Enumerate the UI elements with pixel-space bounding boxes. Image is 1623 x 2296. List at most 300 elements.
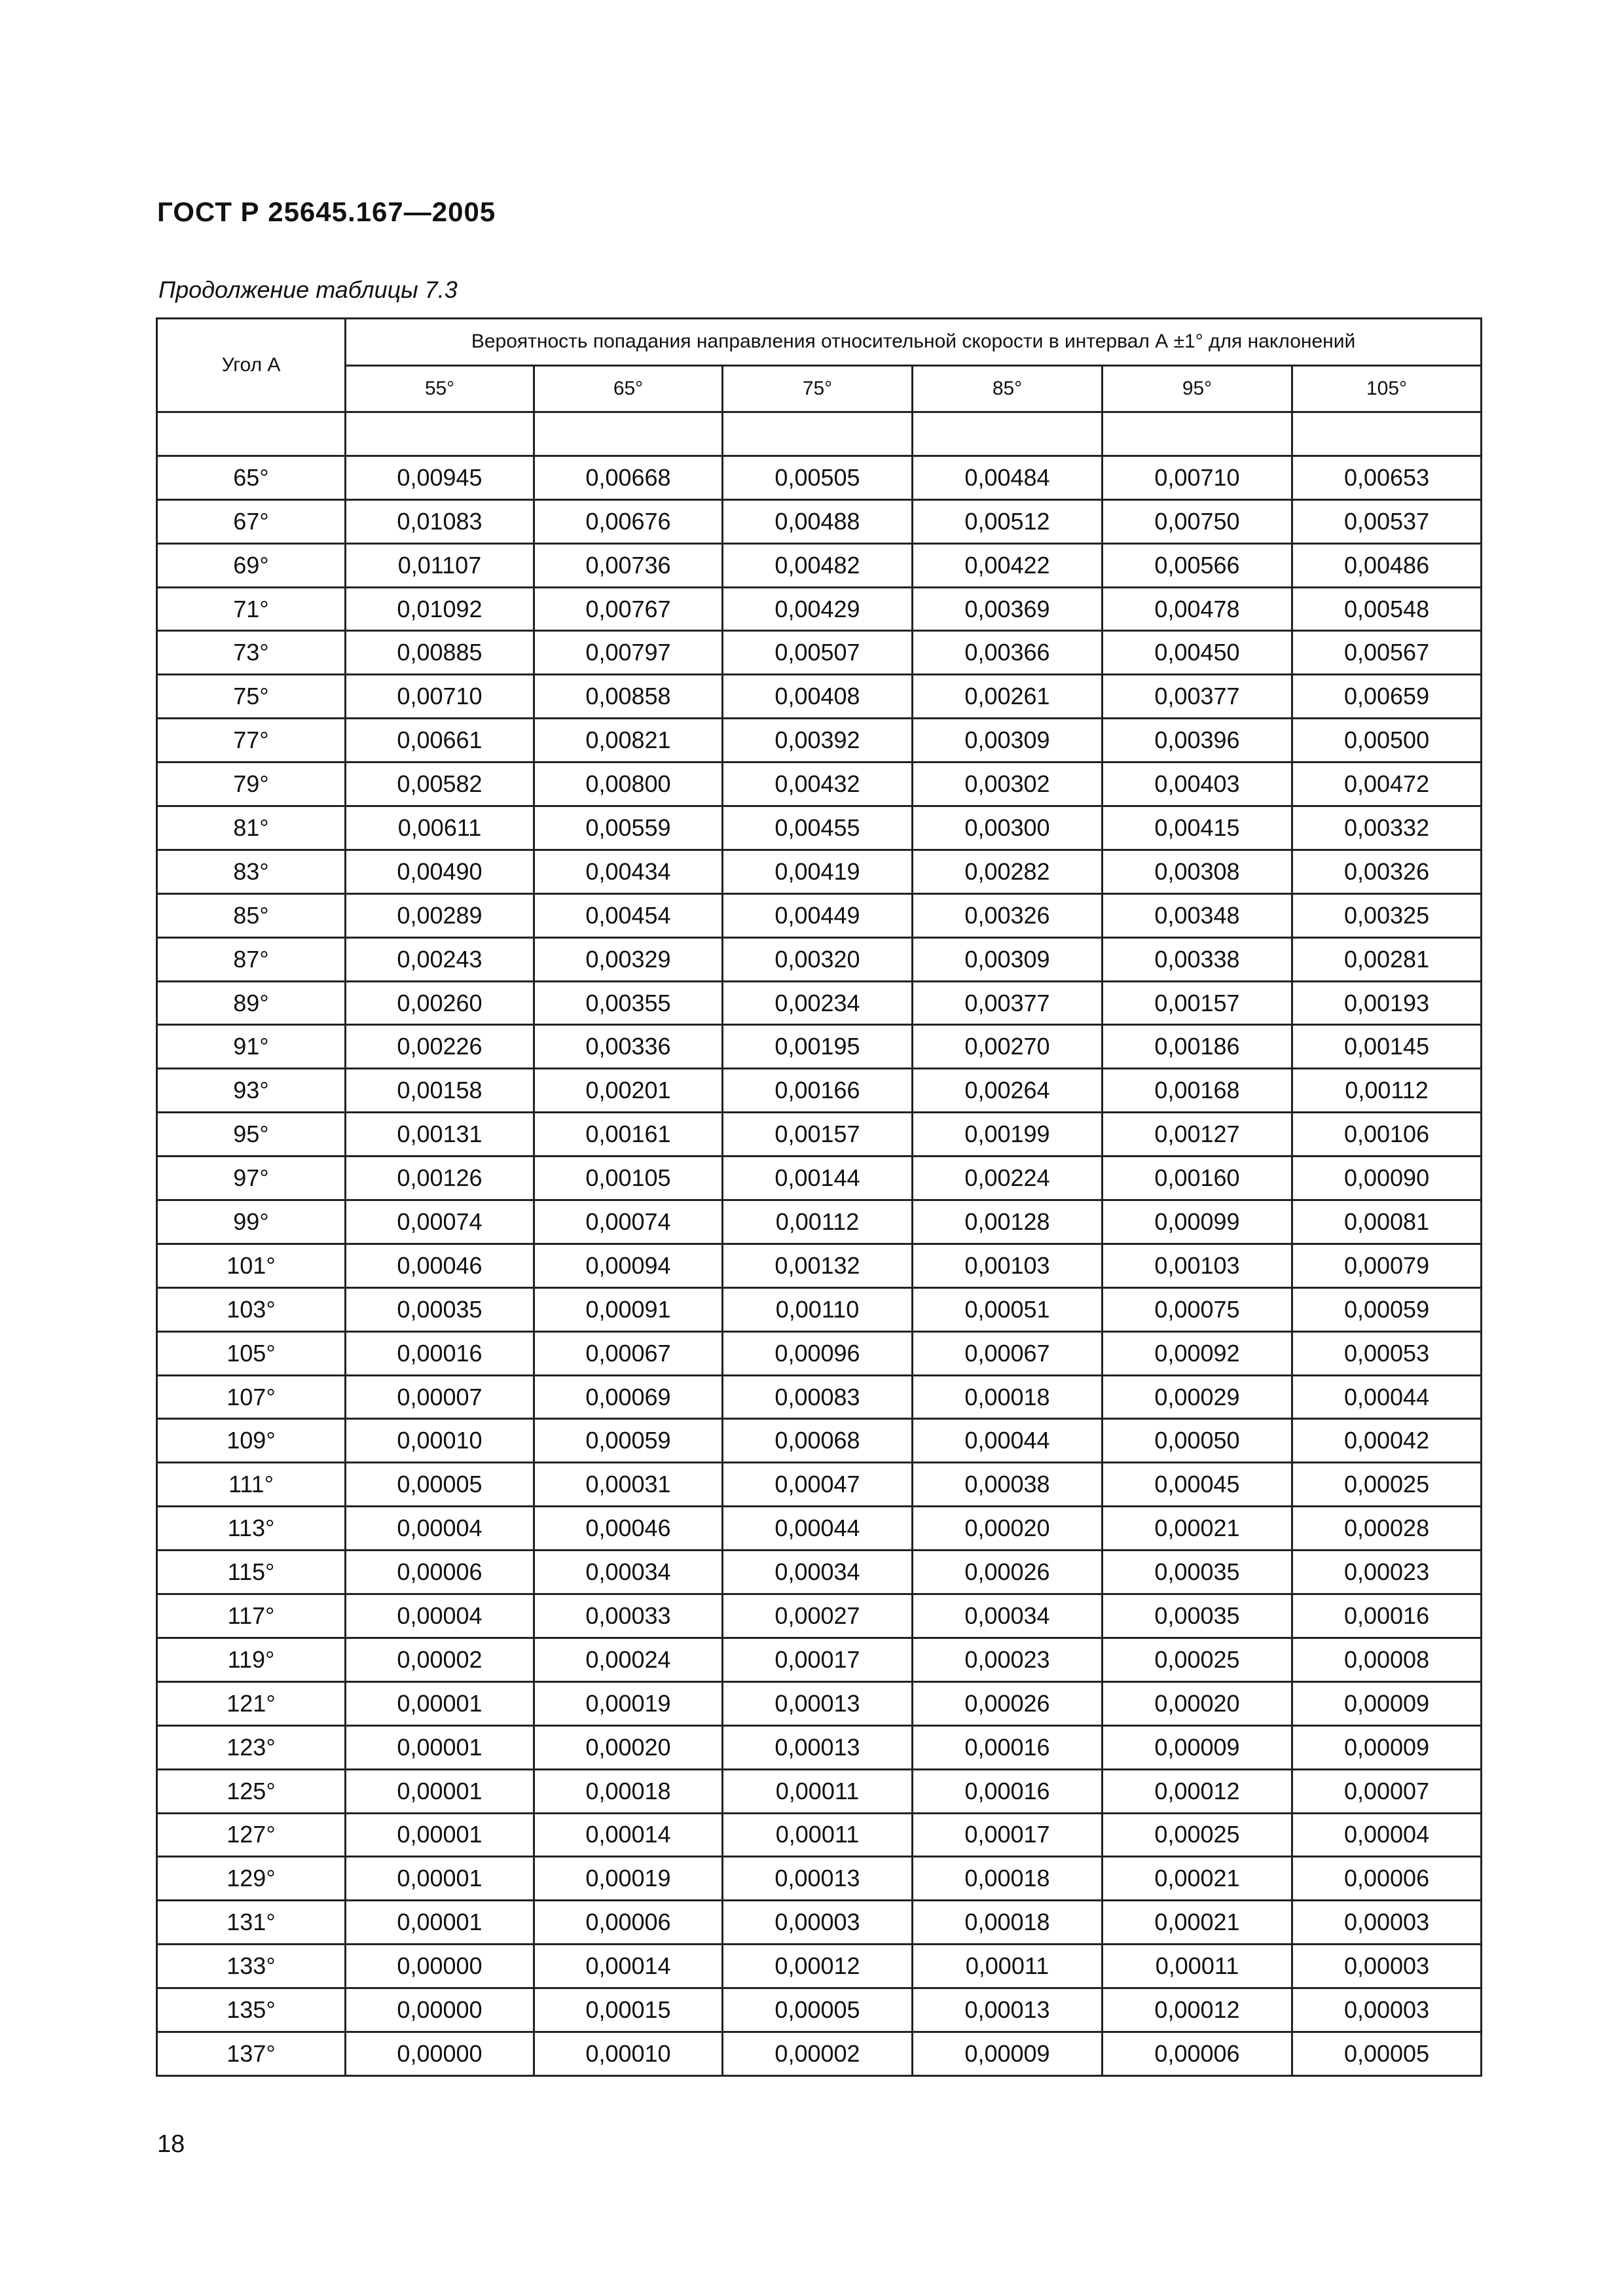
- table-row: [157, 1287, 1482, 1331]
- probability-cell: 0,00024: [534, 1638, 723, 1681]
- angle-cell: 103°: [157, 1287, 346, 1331]
- separator-cell: [1292, 412, 1482, 456]
- probability-cell: 0,00302: [913, 762, 1103, 806]
- probability-cell: 0,00001: [346, 1769, 534, 1813]
- probability-table: [156, 317, 1482, 2077]
- probability-cell: 0,00001: [346, 1901, 534, 1945]
- probability-cell: 0,00051: [913, 1287, 1103, 1331]
- table-row: [157, 1157, 1482, 1200]
- probability-cell: 0,00454: [534, 893, 723, 937]
- probability-cell: 0,00157: [1103, 981, 1292, 1025]
- probability-cell: 0,00021: [1103, 1901, 1292, 1945]
- probability-cell: 0,00006: [346, 1551, 534, 1594]
- probability-cell: 0,00016: [913, 1725, 1103, 1769]
- probability-cell: 0,00045: [1103, 1463, 1292, 1507]
- probability-cell: 0,00281: [1292, 937, 1482, 981]
- probability-cell: 0,00226: [346, 1025, 534, 1069]
- angle-cell: 87°: [157, 937, 346, 981]
- probability-cell: 0,00106: [1292, 1113, 1482, 1157]
- angle-cell: 135°: [157, 1988, 346, 2032]
- table-row: [157, 1638, 1482, 1681]
- probability-cell: 0,00160: [1103, 1157, 1292, 1200]
- probability-cell: 0,00016: [346, 1331, 534, 1375]
- probability-cell: 0,00355: [534, 981, 723, 1025]
- probability-cell: 0,00193: [1292, 981, 1482, 1025]
- angle-cell: 125°: [157, 1769, 346, 1813]
- angle-cell: 99°: [157, 1200, 346, 1244]
- probability-cell: 0,00548: [1292, 587, 1482, 631]
- probability-cell: 0,00027: [723, 1594, 913, 1638]
- probability-cell: 0,00012: [1103, 1988, 1292, 2032]
- probability-cell: 0,00016: [1292, 1594, 1482, 1638]
- probability-cell: 0,00010: [346, 1419, 534, 1463]
- probability-cell: 0,00264: [913, 1069, 1103, 1113]
- probability-cell: 0,00096: [723, 1331, 913, 1375]
- table-row: [157, 1857, 1482, 1901]
- probability-cell: 0,00309: [913, 937, 1103, 981]
- probability-cell: 0,00821: [534, 719, 723, 762]
- probability-cell: 0,00377: [1103, 675, 1292, 719]
- table-row: [157, 499, 1482, 543]
- probability-cell: 0,00001: [346, 1725, 534, 1769]
- angle-cell: 129°: [157, 1857, 346, 1901]
- probability-cell: 0,00083: [723, 1375, 913, 1419]
- table-row: [157, 1463, 1482, 1507]
- probability-cell: 0,00415: [1103, 806, 1292, 850]
- probability-cell: 0,00329: [534, 937, 723, 981]
- probability-cell: 0,00092: [1103, 1331, 1292, 1375]
- table-row: [157, 1988, 1482, 2032]
- probability-cell: 0,00069: [534, 1375, 723, 1419]
- probability-cell: 0,00011: [723, 1813, 913, 1857]
- probability-cell: 0,00488: [723, 499, 913, 543]
- probability-cell: 0,00126: [346, 1157, 534, 1200]
- probability-cell: 0,00035: [1103, 1551, 1292, 1594]
- probability-cell: 0,00486: [1292, 543, 1482, 587]
- probability-cell: 0,00326: [1292, 850, 1482, 893]
- probability-cell: 0,00392: [723, 719, 913, 762]
- probability-cell: 0,00234: [723, 981, 913, 1025]
- probability-cell: 0,00019: [534, 1857, 723, 1901]
- probability-cell: 0,00029: [1103, 1375, 1292, 1419]
- probability-cell: 0,00945: [346, 456, 534, 499]
- probability-cell: 0,00026: [913, 1551, 1103, 1594]
- probability-cell: 0,00199: [913, 1113, 1103, 1157]
- separator-cell: [534, 412, 723, 456]
- inclination-header-row: [157, 365, 1482, 412]
- probability-cell: 0,00490: [346, 850, 534, 893]
- probability-cell: 0,00103: [913, 1244, 1103, 1287]
- probability-cell: 0,00505: [723, 456, 913, 499]
- probability-cell: 0,00074: [346, 1200, 534, 1244]
- probability-cell: 0,00068: [723, 1419, 913, 1463]
- probability-cell: 0,00044: [723, 1507, 913, 1551]
- probability-cell: 0,00653: [1292, 456, 1482, 499]
- probability-cell: 0,00003: [723, 1901, 913, 1945]
- angle-cell: 69°: [157, 543, 346, 587]
- probability-cell: 0,00002: [346, 1638, 534, 1681]
- table-row: [157, 850, 1482, 893]
- table-row: [157, 893, 1482, 937]
- probability-cell: 0,00512: [913, 499, 1103, 543]
- probability-cell: 0,00046: [534, 1507, 723, 1551]
- probability-cell: 0,00432: [723, 762, 913, 806]
- probability-cell: 0,00128: [913, 1200, 1103, 1244]
- probability-span-header: Вероятность попадания направления относительной скорости в интервал А ±1° для наклонений: [346, 319, 1482, 366]
- table-body: [157, 412, 1482, 2076]
- probability-cell: 0,00001: [346, 1857, 534, 1901]
- probability-cell: 0,00338: [1103, 937, 1292, 981]
- probability-cell: 0,00018: [913, 1857, 1103, 1901]
- angle-cell: 97°: [157, 1157, 346, 1200]
- separator-cell: [913, 412, 1103, 456]
- probability-cell: 0,00201: [534, 1069, 723, 1113]
- probability-cell: 0,00067: [913, 1331, 1103, 1375]
- probability-cell: 0,00507: [723, 631, 913, 675]
- probability-cell: 0,00261: [913, 675, 1103, 719]
- probability-cell: 0,00007: [346, 1375, 534, 1419]
- probability-cell: 0,00000: [346, 1945, 534, 1988]
- probability-cell: 0,00419: [723, 850, 913, 893]
- table-row: [157, 937, 1482, 981]
- document-header: ГОСТ Р 25645.167—2005: [157, 196, 496, 227]
- probability-cell: 0,00053: [1292, 1331, 1482, 1375]
- header-separator-row: [157, 412, 1482, 456]
- probability-cell: 0,00224: [913, 1157, 1103, 1200]
- probability-cell: 0,00103: [1103, 1244, 1292, 1287]
- probability-cell: 0,00019: [534, 1681, 723, 1725]
- table-row: [157, 456, 1482, 499]
- angle-cell: 115°: [157, 1551, 346, 1594]
- table-row: [157, 543, 1482, 587]
- probability-cell: 0,00001: [346, 1681, 534, 1725]
- probability-cell: 0,00044: [913, 1419, 1103, 1463]
- probability-cell: 0,00011: [913, 1945, 1103, 1988]
- page-number: 18: [157, 2130, 185, 2158]
- probability-cell: 0,00885: [346, 631, 534, 675]
- probability-cell: 0,01092: [346, 587, 534, 631]
- table-row: [157, 1113, 1482, 1157]
- probability-cell: 0,00168: [1103, 1069, 1292, 1113]
- probability-cell: 0,00025: [1292, 1463, 1482, 1507]
- inclination-header: 95°: [1103, 365, 1292, 412]
- probability-cell: 0,00300: [913, 806, 1103, 850]
- probability-cell: 0,00034: [913, 1594, 1103, 1638]
- probability-cell: 0,00158: [346, 1069, 534, 1113]
- angle-cell: 117°: [157, 1594, 346, 1638]
- separator-cell: [157, 412, 346, 456]
- table-row: [157, 806, 1482, 850]
- probability-cell: 0,00099: [1103, 1200, 1292, 1244]
- probability-cell: 0,00025: [1103, 1638, 1292, 1681]
- probability-cell: 0,00074: [534, 1200, 723, 1244]
- probability-cell: 0,00000: [346, 1988, 534, 2032]
- probability-cell: 0,00018: [913, 1375, 1103, 1419]
- probability-cell: 0,00011: [1103, 1945, 1292, 1988]
- probability-cell: 0,00016: [913, 1769, 1103, 1813]
- probability-cell: 0,00161: [534, 1113, 723, 1157]
- probability-cell: 0,00020: [1103, 1681, 1292, 1725]
- probability-cell: 0,00005: [1292, 2032, 1482, 2075]
- probability-cell: 0,00450: [1103, 631, 1292, 675]
- probability-cell: 0,00010: [534, 2032, 723, 2075]
- probability-cell: 0,00308: [1103, 850, 1292, 893]
- probability-cell: 0,00112: [723, 1200, 913, 1244]
- probability-cell: 0,00023: [913, 1638, 1103, 1681]
- angle-cell: 127°: [157, 1813, 346, 1857]
- probability-cell: 0,00403: [1103, 762, 1292, 806]
- angle-cell: 81°: [157, 806, 346, 850]
- probability-cell: 0,00767: [534, 587, 723, 631]
- angle-cell: 79°: [157, 762, 346, 806]
- separator-cell: [346, 412, 534, 456]
- probability-cell: 0,00559: [534, 806, 723, 850]
- probability-cell: 0,00091: [534, 1287, 723, 1331]
- probability-cell: 0,00033: [534, 1594, 723, 1638]
- probability-cell: 0,00009: [1103, 1725, 1292, 1769]
- probability-cell: 0,00309: [913, 719, 1103, 762]
- table-row: [157, 1244, 1482, 1287]
- probability-cell: 0,00320: [723, 937, 913, 981]
- probability-cell: 0,00003: [1292, 1945, 1482, 1988]
- probability-cell: 0,00059: [534, 1419, 723, 1463]
- separator-cell: [723, 412, 913, 456]
- angle-cell: 77°: [157, 719, 346, 762]
- probability-cell: 0,00009: [913, 2032, 1103, 2075]
- table-row: [157, 675, 1482, 719]
- probability-cell: 0,00047: [723, 1463, 913, 1507]
- probability-cell: 0,00797: [534, 631, 723, 675]
- angle-cell: 137°: [157, 2032, 346, 2075]
- angle-cell: 105°: [157, 1331, 346, 1375]
- probability-cell: 0,00031: [534, 1463, 723, 1507]
- probability-cell: 0,00004: [346, 1594, 534, 1638]
- probability-cell: 0,00326: [913, 893, 1103, 937]
- probability-cell: 0,00000: [346, 2032, 534, 2075]
- probability-cell: 0,00005: [723, 1988, 913, 2032]
- angle-cell: 91°: [157, 1025, 346, 1069]
- probability-cell: 0,00736: [534, 543, 723, 587]
- table-row: [157, 1901, 1482, 1945]
- probability-cell: 0,00332: [1292, 806, 1482, 850]
- probability-cell: 0,00270: [913, 1025, 1103, 1069]
- probability-cell: 0,00537: [1292, 499, 1482, 543]
- separator-cell: [1103, 412, 1292, 456]
- probability-cell: 0,00038: [913, 1463, 1103, 1507]
- angle-cell: 123°: [157, 1725, 346, 1769]
- angle-cell: 93°: [157, 1069, 346, 1113]
- probability-cell: 0,00035: [346, 1287, 534, 1331]
- inclination-header: 75°: [723, 365, 913, 412]
- probability-cell: 0,00243: [346, 937, 534, 981]
- table-row: [157, 1813, 1482, 1857]
- probability-cell: 0,00003: [1292, 1901, 1482, 1945]
- probability-cell: 0,00026: [913, 1681, 1103, 1725]
- probability-cell: 0,00282: [913, 850, 1103, 893]
- angle-cell: 75°: [157, 675, 346, 719]
- table-row: [157, 762, 1482, 806]
- angle-cell: 101°: [157, 1244, 346, 1287]
- probability-cell: 0,00668: [534, 456, 723, 499]
- probability-cell: 0,00013: [913, 1988, 1103, 2032]
- probability-cell: 0,00015: [534, 1988, 723, 2032]
- table-row: [157, 1069, 1482, 1113]
- probability-cell: 0,00035: [1103, 1594, 1292, 1638]
- table-row: [157, 1200, 1482, 1244]
- probability-cell: 0,00422: [913, 543, 1103, 587]
- probability-cell: 0,00676: [534, 499, 723, 543]
- probability-cell: 0,00011: [723, 1769, 913, 1813]
- probability-cell: 0,00006: [1103, 2032, 1292, 2075]
- probability-cell: 0,00004: [1292, 1813, 1482, 1857]
- probability-cell: 0,00006: [534, 1901, 723, 1945]
- table-row: [157, 981, 1482, 1025]
- probability-cell: 0,00336: [534, 1025, 723, 1069]
- table-row: [157, 1681, 1482, 1725]
- probability-cell: 0,00007: [1292, 1769, 1482, 1813]
- probability-cell: 0,00105: [534, 1157, 723, 1200]
- angle-cell: 89°: [157, 981, 346, 1025]
- inclination-header: 85°: [913, 365, 1103, 412]
- probability-cell: 0,00582: [346, 762, 534, 806]
- inclination-header: 55°: [346, 365, 534, 412]
- probability-cell: 0,00006: [1292, 1857, 1482, 1901]
- probability-cell: 0,00009: [1292, 1681, 1482, 1725]
- probability-cell: 0,00132: [723, 1244, 913, 1287]
- probability-cell: 0,00008: [1292, 1638, 1482, 1681]
- probability-cell: 0,00014: [534, 1813, 723, 1857]
- table-row: [157, 719, 1482, 762]
- table-row: [157, 2032, 1482, 2075]
- angle-cell: 113°: [157, 1507, 346, 1551]
- angle-cell: 111°: [157, 1463, 346, 1507]
- probability-cell: 0,00408: [723, 675, 913, 719]
- probability-cell: 0,00059: [1292, 1287, 1482, 1331]
- table-row: [157, 1507, 1482, 1551]
- table-row: [157, 1375, 1482, 1419]
- probability-cell: 0,00377: [913, 981, 1103, 1025]
- probability-cell: 0,00013: [723, 1857, 913, 1901]
- probability-cell: 0,00750: [1103, 499, 1292, 543]
- table-row: [157, 1551, 1482, 1594]
- probability-cell: 0,00166: [723, 1069, 913, 1113]
- probability-cell: 0,00195: [723, 1025, 913, 1069]
- table-row: [157, 1025, 1482, 1069]
- angle-cell: 109°: [157, 1419, 346, 1463]
- probability-cell: 0,00002: [723, 2032, 913, 2075]
- probability-cell: 0,00034: [534, 1551, 723, 1594]
- probability-cell: 0,00567: [1292, 631, 1482, 675]
- inclination-header: 65°: [534, 365, 723, 412]
- angle-cell: 67°: [157, 499, 346, 543]
- probability-cell: 0,00013: [723, 1725, 913, 1769]
- probability-cell: 0,00044: [1292, 1375, 1482, 1419]
- angle-cell: 131°: [157, 1901, 346, 1945]
- probability-cell: 0,00004: [346, 1507, 534, 1551]
- probability-cell: 0,00366: [913, 631, 1103, 675]
- probability-cell: 0,00005: [346, 1463, 534, 1507]
- probability-cell: 0,00659: [1292, 675, 1482, 719]
- table-row: [157, 1331, 1482, 1375]
- angle-cell: 107°: [157, 1375, 346, 1419]
- probability-cell: 0,00067: [534, 1331, 723, 1375]
- probability-cell: 0,00023: [1292, 1551, 1482, 1594]
- probability-cell: 0,00566: [1103, 543, 1292, 587]
- probability-cell: 0,00260: [346, 981, 534, 1025]
- angle-cell: 71°: [157, 587, 346, 631]
- probability-cell: 0,00289: [346, 893, 534, 937]
- probability-cell: 0,00145: [1292, 1025, 1482, 1069]
- angle-cell: 133°: [157, 1945, 346, 1988]
- probability-cell: 0,00348: [1103, 893, 1292, 937]
- probability-cell: 0,00800: [534, 762, 723, 806]
- probability-cell: 0,00018: [913, 1901, 1103, 1945]
- angle-cell: 85°: [157, 893, 346, 937]
- probability-cell: 0,00021: [1103, 1507, 1292, 1551]
- probability-cell: 0,00144: [723, 1157, 913, 1200]
- probability-cell: 0,00094: [534, 1244, 723, 1287]
- probability-cell: 0,00014: [534, 1945, 723, 1988]
- probability-cell: 0,00020: [913, 1507, 1103, 1551]
- probability-cell: 0,00472: [1292, 762, 1482, 806]
- probability-cell: 0,00484: [913, 456, 1103, 499]
- probability-cell: 0,00017: [913, 1813, 1103, 1857]
- angle-cell: 121°: [157, 1681, 346, 1725]
- inclination-header: 105°: [1292, 365, 1482, 412]
- probability-cell: 0,00079: [1292, 1244, 1482, 1287]
- probability-cell: 0,00127: [1103, 1113, 1292, 1157]
- probability-cell: 0,00434: [534, 850, 723, 893]
- probability-cell: 0,00369: [913, 587, 1103, 631]
- probability-cell: 0,00020: [534, 1725, 723, 1769]
- probability-cell: 0,00186: [1103, 1025, 1292, 1069]
- probability-cell: 0,00012: [1103, 1769, 1292, 1813]
- probability-cell: 0,00157: [723, 1113, 913, 1157]
- probability-cell: 0,00017: [723, 1638, 913, 1681]
- probability-cell: 0,00090: [1292, 1157, 1482, 1200]
- table-caption: Продолжение таблицы 7.3: [158, 276, 458, 303]
- header-row-top: [157, 319, 1482, 366]
- probability-cell: 0,00710: [1103, 456, 1292, 499]
- probability-cell: 0,00021: [1103, 1857, 1292, 1901]
- angle-cell: 95°: [157, 1113, 346, 1157]
- probability-cell: 0,00001: [346, 1813, 534, 1857]
- probability-cell: 0,01107: [346, 543, 534, 587]
- probability-cell: 0,00028: [1292, 1507, 1482, 1551]
- probability-cell: 0,00012: [723, 1945, 913, 1988]
- table-row: [157, 1594, 1482, 1638]
- table-row: [157, 631, 1482, 675]
- probability-cell: 0,00500: [1292, 719, 1482, 762]
- probability-cell: 0,00858: [534, 675, 723, 719]
- table-row: [157, 1725, 1482, 1769]
- angle-column-header: Угол А: [157, 319, 346, 412]
- probability-cell: 0,00018: [534, 1769, 723, 1813]
- probability-cell: 0,00611: [346, 806, 534, 850]
- table-row: [157, 1945, 1482, 1988]
- probability-cell: 0,00003: [1292, 1988, 1482, 2032]
- probability-cell: 0,00050: [1103, 1419, 1292, 1463]
- probability-cell: 0,00455: [723, 806, 913, 850]
- probability-cell: 0,00009: [1292, 1725, 1482, 1769]
- probability-cell: 0,00396: [1103, 719, 1292, 762]
- probability-cell: 0,00013: [723, 1681, 913, 1725]
- probability-cell: 0,00325: [1292, 893, 1482, 937]
- table-row: [157, 1419, 1482, 1463]
- angle-cell: 73°: [157, 631, 346, 675]
- probability-cell: 0,00112: [1292, 1069, 1482, 1113]
- probability-cell: 0,00449: [723, 893, 913, 937]
